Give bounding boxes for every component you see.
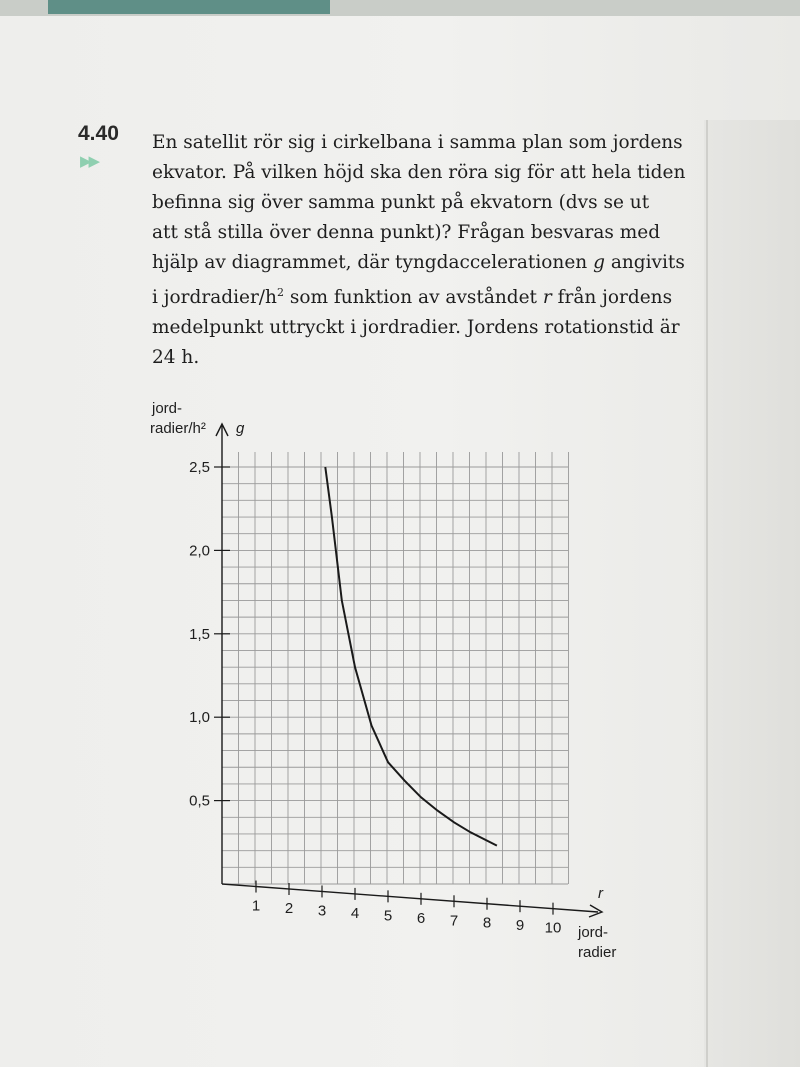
x-tick-label: 5 (383, 907, 393, 925)
x-tick-label: 1 (251, 897, 261, 915)
y-unit-label-1: jord- (152, 400, 183, 417)
symbol-g: g (593, 252, 605, 273)
x-tick-label: 10 (544, 919, 562, 937)
superscript: 2 (276, 286, 284, 299)
y-tick-label: 2,5 (189, 459, 210, 476)
text-line: hjälp av diagrammet, där tyngdaccelerationen g angivits (152, 252, 685, 273)
text-line: att stå stilla över denna punkt)? Frågan besvaras med (152, 222, 661, 243)
y-unit-label-2: radier/h² (150, 420, 206, 437)
problem-number: 4.40 (78, 122, 119, 145)
y-tick-label: 1,5 (189, 625, 210, 643)
y-tick-label: 0,5 (189, 792, 210, 810)
double-triangle-icon: ▶▶ (80, 152, 98, 170)
chart-ticks (189, 459, 561, 937)
x-tick-label: 4 (350, 904, 360, 922)
x-unit-label-1: jord- (578, 924, 609, 941)
chart-grid (222, 452, 569, 884)
x-axis (222, 884, 598, 912)
chart-axes (216, 424, 602, 920)
y-tick-label: 2,0 (189, 542, 210, 560)
text-line: i jordradier/$h^2$ som funktion av avståndet r från jordens (152, 286, 673, 309)
y-symbol: g (236, 420, 245, 437)
text-line: befinna sig över samma punkt på ekvatorn (dvs se ut (152, 192, 650, 213)
text-line: 24 h. (152, 347, 200, 369)
x-tick-label: 2 (284, 899, 294, 917)
y-tick-label: 1,0 (189, 709, 210, 727)
text-line: En satellit rör sig i cirkelbana i samma plan som jordens (152, 132, 683, 153)
x-tick-label: 9 (515, 917, 525, 935)
x-tick-label: 8 (482, 914, 492, 932)
text-line: ekvator. På vilken höjd ska den röra sig för att hela tiden (152, 162, 686, 183)
x-tick-label: 7 (449, 912, 459, 930)
x-tick-label: 6 (416, 909, 426, 927)
x-symbol: r (598, 885, 603, 902)
x-unit-label-2: radier (578, 944, 617, 961)
text-line: medelpunkt uttryckt i jordradier. Jordens rotationstid är (152, 317, 680, 339)
symbol-r: r (542, 287, 552, 309)
x-tick-label: 3 (317, 902, 327, 920)
g-curve (325, 467, 497, 846)
